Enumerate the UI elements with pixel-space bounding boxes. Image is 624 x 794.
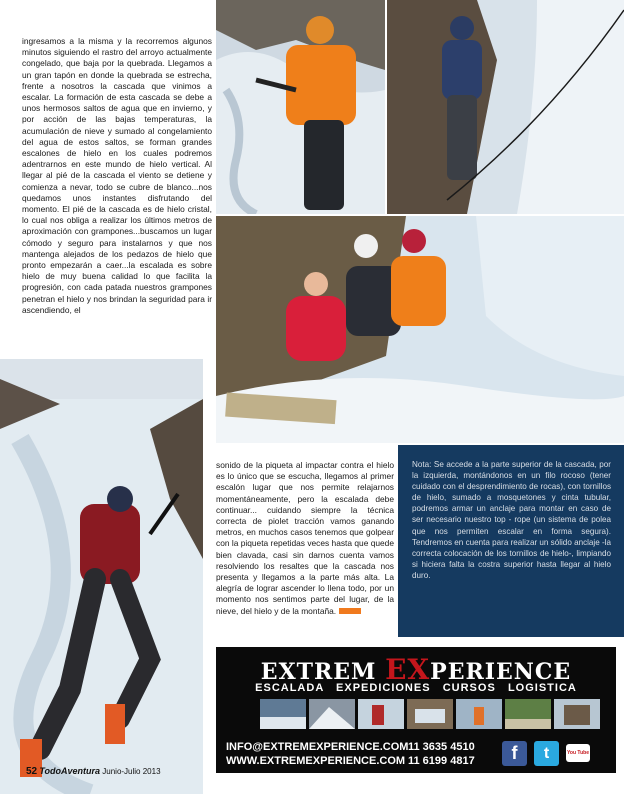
ad-thumbnail-strip <box>260 699 600 729</box>
extrem-experience-ad[interactable] <box>216 647 616 773</box>
ad-logo-accent: EX <box>385 653 431 686</box>
ad-website-link[interactable]: WWW.EXTREMEXPERIENCE.COM <box>226 755 406 767</box>
photo-climber-blue-jacket <box>387 0 624 214</box>
ad-thumbnail <box>554 699 600 729</box>
magazine-name: TodoAventura <box>39 766 101 776</box>
photo-climbers-group <box>216 216 624 443</box>
facebook-icon[interactable]: f <box>502 741 527 766</box>
ad-thumbnail <box>358 699 404 729</box>
ad-services: ESCALADA EXPEDICIONES CURSOS LOGISTICA <box>255 682 577 694</box>
photo-climber-orange-jacket <box>216 0 385 214</box>
note-text: Nota: Se accede a la parte superior de la cascada, por la izquierda, montándonos en un filo rocoso (tener cuidado con el desprendimiento de rocas), con tornillos de hielo, sumado a mosquetones y cinta tubular, podremos armar un anclaje para montar en caso de ser necesario nuestro top - rope (un sistema de polea que nos permiten escalar en forma segura). Tendremos en cuenta para realizar un sólido anclaje -la correcta colocación de los tornillos de hielo-, limpiando si hiciera falta la costra superior hasta llegar al hielo duro. <box>412 460 611 580</box>
twitter-icon[interactable]: t <box>534 741 559 766</box>
photo-climber-ice-wall <box>0 359 203 794</box>
issue-date: Junio-Julio 2013 <box>102 767 161 776</box>
ad-email[interactable]: INFO@EXTREMEXPERIENCE.COM <box>226 741 409 753</box>
page-footer <box>26 766 161 777</box>
ad-thumbnail <box>260 699 306 729</box>
youtube-icon[interactable]: You Tube <box>566 744 590 762</box>
ad-logo-pre: EXTREM <box>260 659 386 685</box>
end-mark <box>339 608 361 614</box>
ad-thumbnail <box>505 699 551 729</box>
article-column-bottom <box>216 460 394 617</box>
ad-thumbnail <box>407 699 453 729</box>
ad-logo-post: PERIENCE <box>430 659 572 685</box>
page-number: 52 <box>26 766 38 777</box>
article-column-top: ingresamos a la misma y la recorremos algunos minutos siguiendo el rastro del arroyo actualmente congelado, que baja por la quebrada. Llegamos a un gran tapón en donde la quebrada se estrecha, frente a nosotros la cascada que vinimos a escalar. La formación de esta cascada se debe a unos hermosos saltos de agua que en invierno, y por acción de las bajas temperaturas, la acumulación de nieve y sumado al congelamiento del agua de estos saltos, se forman grandes escalones de hielo en los cuales podremos adentrarnos en este mundo de hielo vertical. Al llegar al pié de la cascada el viento se detiene y comienza a nevar, todo se cubre de blanco...nos quedamos unos instantes disfrutando del momento. El pié de la cascada es de hielo cristal, lo cual nos obliga a realizar los últimos metros de aproximación con grampones...buscamos un lugar cómodo y seguro para instalarnos y que nos mantenga alejados de los pedazos de hielo que pronto empezarán a caer...la escalada es sobre hielo de muy buena calidad lo que facilita la progresión, con cada patada nuestros grampones penetran el hielo y nos brindan la seguridad para ir ascendiendo, el <box>22 36 212 315</box>
note-box <box>398 445 624 637</box>
ad-thumbnail <box>309 699 355 729</box>
ad-phone-1: 11 3635 4510 <box>408 741 475 753</box>
ad-phone-2: 11 6199 4817 <box>408 755 475 767</box>
ad-thumbnail <box>456 699 502 729</box>
article-column-bottom-text: sonido de la piqueta al impactar contra el hielo es lo único que se escucha, llegamos al primer escalón lugar que nos permite relajarnos momentáneamente, pero la escalada debe continuar... cuidando siempre la técnica correcta de piolet tracción vamos ganando metros, en muchos casos tenemos que golpear con la piqueta repetidas veces hasta que quede bien clavada, casi sin darnos cuenta vamos resolviendo los resaltes que la cascada nos presenta y llegamos a la parte más alta. La alegría de lograr ascender lo llena todo, por un momento nos sentimos parte del lugar, de la nieve, del hielo y de la montaña. <box>216 460 394 616</box>
